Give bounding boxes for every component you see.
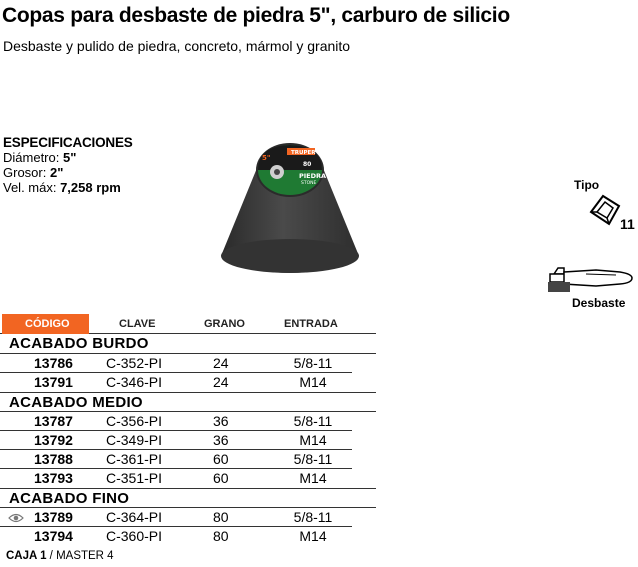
table-row bbox=[0, 431, 352, 450]
cell-grano: 80 bbox=[213, 528, 229, 544]
table-row bbox=[0, 412, 352, 431]
column-header-grano: GRANO bbox=[204, 318, 245, 330]
spec-max-speed: Vel. máx: 7,258 rpm bbox=[3, 180, 121, 195]
grit-text: 80 bbox=[303, 161, 312, 168]
cell-grano: 60 bbox=[213, 470, 229, 486]
wheel-type-label: Tipo bbox=[574, 178, 600, 192]
cell-codigo: 13788 bbox=[34, 451, 73, 467]
cell-clave: C-351-PI bbox=[106, 470, 163, 486]
cell-entrada: M14 bbox=[299, 470, 327, 486]
cup-wheel-icon bbox=[587, 192, 621, 226]
brand-text: TRUPER bbox=[291, 150, 316, 156]
cell-grano: 24 bbox=[213, 374, 229, 390]
cell-clave: C-352-PI bbox=[106, 355, 163, 371]
column-header-clave: CLAVE bbox=[119, 318, 156, 330]
cell-codigo: 13792 bbox=[34, 432, 73, 448]
wheel-type-number: 11 bbox=[620, 216, 635, 232]
column-header-entrada: ENTRADA bbox=[284, 318, 338, 330]
product-image bbox=[215, 128, 365, 283]
table-row bbox=[0, 469, 376, 488]
stone-text: STONE bbox=[301, 181, 317, 186]
cell-codigo: 13794 bbox=[34, 528, 73, 544]
table-header bbox=[0, 314, 376, 334]
cell-clave: C-356-PI bbox=[106, 413, 163, 429]
spec-diameter: Diámetro: 5" bbox=[3, 150, 77, 165]
cell-entrada: 5/8-11 bbox=[293, 355, 333, 371]
page-subtitle: Desbaste y pulido de piedra, concreto, mármol y granito bbox=[3, 38, 351, 54]
cell-entrada: 5/8-11 bbox=[293, 413, 333, 429]
cell-grano: 36 bbox=[213, 413, 229, 429]
cell-codigo: 13787 bbox=[34, 413, 73, 429]
group-title: ACABADO MEDIO bbox=[0, 392, 376, 412]
group-title: ACABADO BURDO bbox=[0, 334, 376, 354]
table-row bbox=[0, 373, 376, 392]
cell-grano: 36 bbox=[213, 432, 229, 448]
table-row bbox=[0, 354, 352, 373]
cell-clave: C-346-PI bbox=[106, 374, 163, 390]
cell-entrada: 5/8-11 bbox=[293, 451, 333, 467]
cell-grano: 80 bbox=[213, 509, 229, 525]
cell-clave: C-349-PI bbox=[106, 432, 163, 448]
cell-codigo: 13791 bbox=[34, 374, 73, 390]
cell-grano: 24 bbox=[213, 355, 229, 371]
cell-entrada: 5/8-11 bbox=[293, 509, 333, 525]
cell-clave: C-360-PI bbox=[106, 528, 163, 544]
table-row bbox=[0, 527, 376, 546]
master-label: / MASTER 4 bbox=[46, 550, 114, 562]
eye-icon[interactable] bbox=[8, 513, 24, 523]
page-title: Copas para desbaste de piedra 5", carburo de silicio bbox=[2, 4, 510, 27]
piedra-text: PIEDRA bbox=[299, 172, 327, 180]
cell-grano: 60 bbox=[213, 451, 229, 467]
table-row bbox=[0, 450, 352, 469]
cell-codigo: 13793 bbox=[34, 470, 73, 486]
application-badge bbox=[546, 262, 636, 312]
product-table bbox=[0, 314, 376, 546]
column-header-codigo: CÓDIGO bbox=[2, 314, 89, 334]
cell-entrada: M14 bbox=[299, 374, 327, 390]
caja-label: CAJA 1 bbox=[6, 550, 47, 562]
specifications-heading: ESPECIFICACIONES bbox=[3, 135, 133, 150]
wheel-type-badge bbox=[573, 178, 635, 234]
angle-grinder-icon bbox=[546, 262, 636, 294]
packaging-info bbox=[6, 550, 114, 562]
application-label: Desbaste bbox=[572, 296, 626, 310]
group-title: ACABADO FINO bbox=[0, 488, 376, 508]
spec-thickness: Grosor: 2" bbox=[3, 165, 64, 180]
cell-codigo: 13789 bbox=[34, 509, 73, 525]
cell-clave: C-361-PI bbox=[106, 451, 163, 467]
size-text: 5" bbox=[262, 154, 271, 162]
cell-clave: C-364-PI bbox=[106, 509, 163, 525]
cell-entrada: M14 bbox=[299, 528, 327, 544]
specifications bbox=[3, 135, 133, 195]
table-row[interactable] bbox=[0, 508, 352, 527]
cell-codigo: 13786 bbox=[34, 355, 73, 371]
cell-entrada: M14 bbox=[299, 432, 327, 448]
